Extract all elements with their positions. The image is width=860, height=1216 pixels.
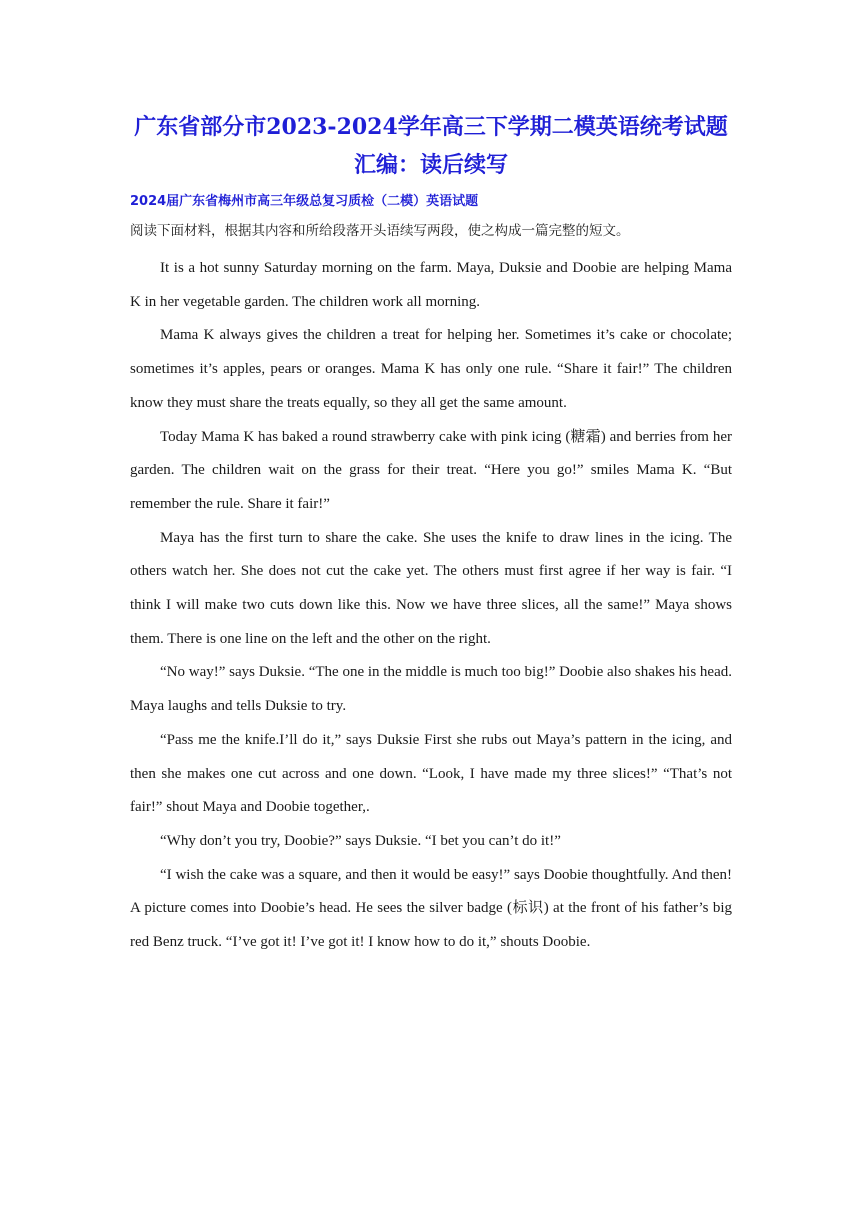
document-title [130, 108, 732, 184]
document-page [130, 108, 732, 960]
story-paragraph: “I wish the cake was a square, and then it would be easy!” says Doobie thoughtfully. And then! A picture comes into Doobie’s head. He sees the silver badge (标识) at the front of his father’s big red Benz truck. “I’ve got it! I’ve got it! I know how to do it,” shouts Doobie. [130, 866, 732, 951]
exam-source-heading: 2024届广东省梅州市高三年级总复习质检（二模）英语试题 [130, 194, 479, 209]
story-paragraph: Mama K always gives the children a treat for helping her. Sometimes it’s cake or chocolate; sometimes it’s apples, pears or oranges. Mama K has only one rule. “Share it fair!” The children know they must share the treats equally, so they all get the same amount. [130, 327, 732, 411]
story-paragraph: “Why don’t you try, Doobie?” says Duksie. “I bet you can’t do it!” [160, 832, 561, 849]
story-paragraph: “No way!” says Duksie. “The one in the middle is much too big!” Doobie also shakes his head. Maya laughs and tells Duksie to try. [130, 664, 732, 715]
story-paragraph: It is a hot sunny Saturday morning on the farm. Maya, Duksie and Doobie are helping Mama K in her vegetable garden. The children work all morning. [130, 260, 732, 310]
story-paragraph: Maya has the first turn to share the cake. She uses the knife to draw lines in the icing. The others watch her. She does not cut the cake yet. The others must first agree if her way is fair. “I think I will make two cuts down like this. Now we have three slices, all the same!” Maya shows them. There is one line on the left and the other on the right. [130, 529, 732, 647]
story-paragraph: Today Mama K has baked a round strawberry cake with pink icing (糖霜) and berries from her garden. The children wait on the grass for their treat. “Here you go!” smiles Mama K. “But remember the rule. Share it fair!” [130, 428, 732, 512]
task-instruction: 阅读下面材料，根据其内容和所给段落开头语续写两段，使之构成一篇完整的短文。 [130, 223, 630, 239]
story-body [130, 252, 732, 960]
title-line-1: 广东省部分市2023-2024学年高三下学期二模英语统考试题 [134, 114, 728, 140]
title-line-2: 汇编：读后续写 [353, 152, 508, 178]
story-paragraph: “Pass me the knife.I’ll do it,” says Duksie First she rubs out Maya’s pattern in the icing, and then she makes one cut across and one down. “Look, I have made my three slices!” “That’s not fair!” shout Maya and Doobie together,. [130, 731, 732, 816]
